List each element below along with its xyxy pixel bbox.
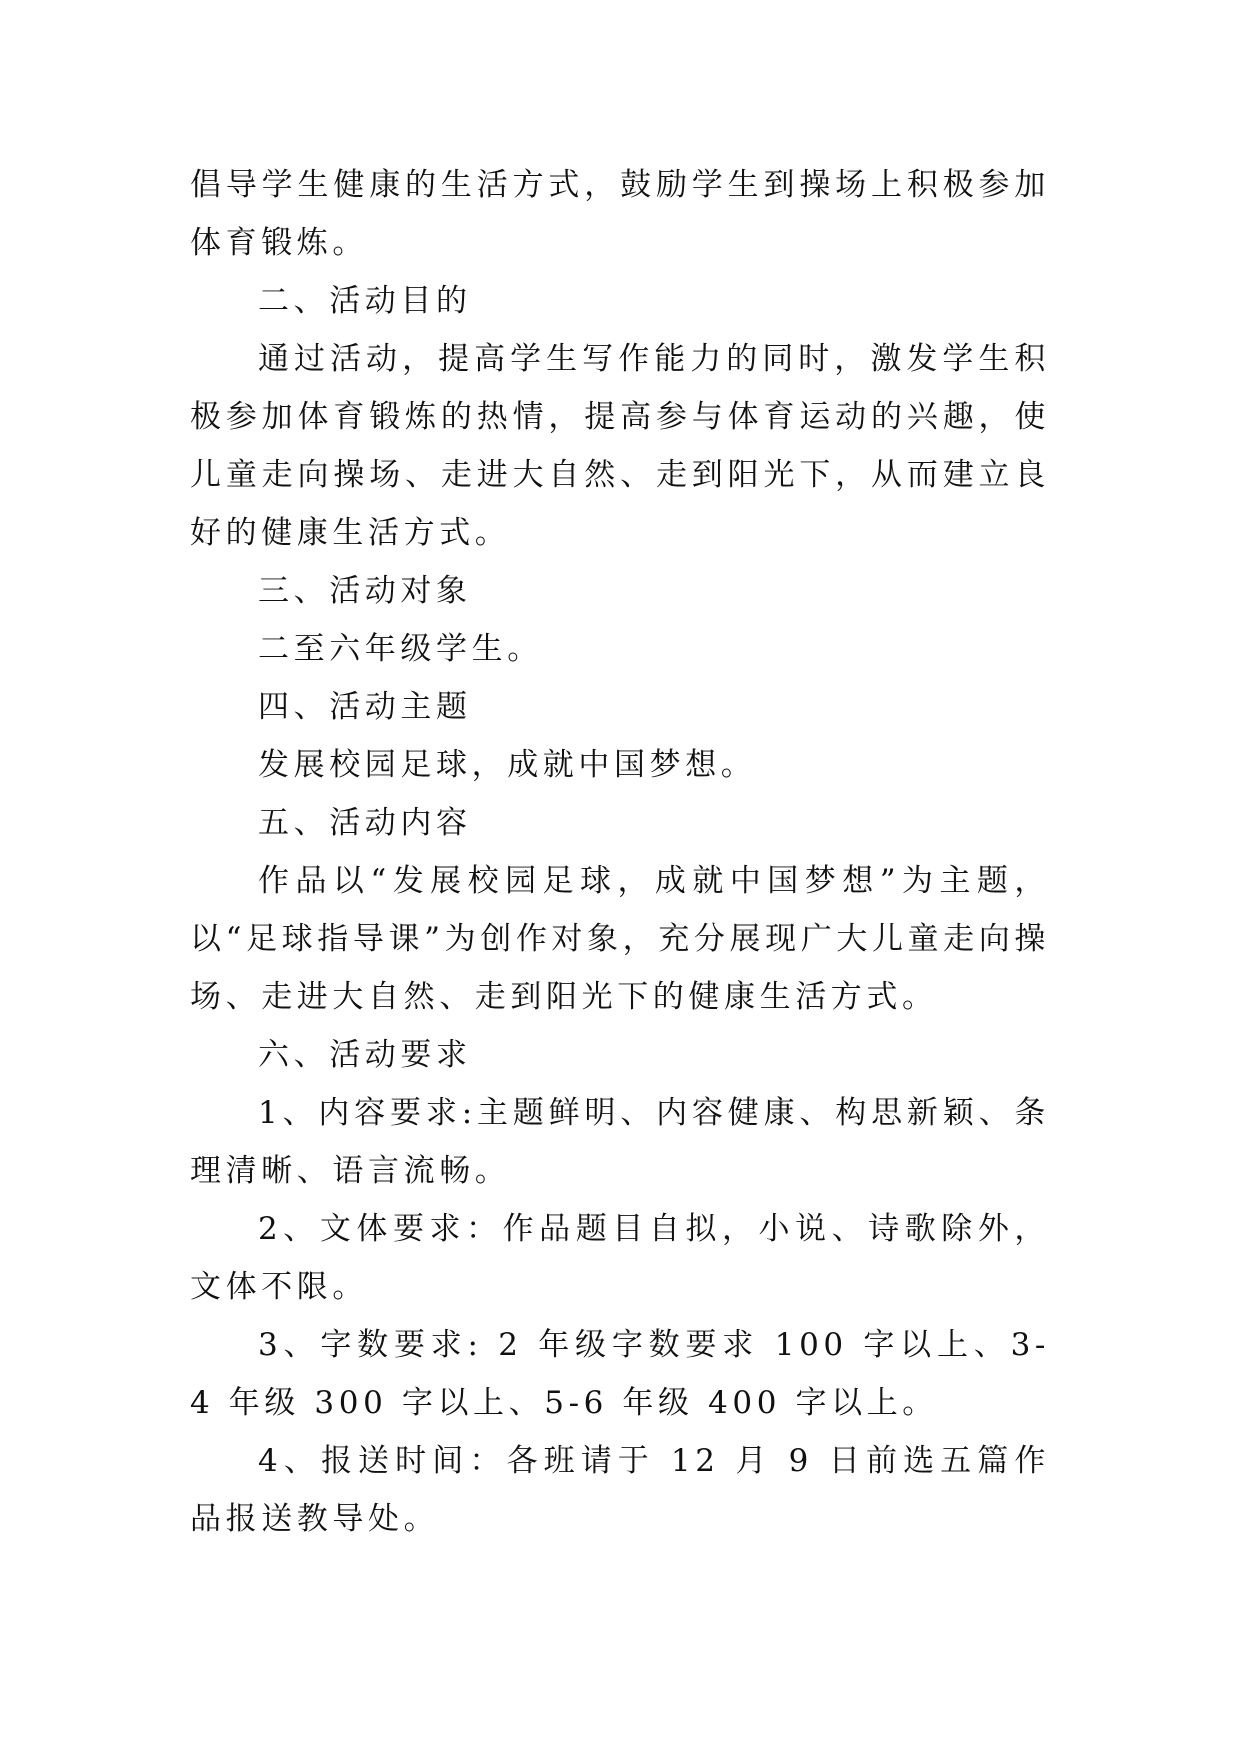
section-heading-purpose: 二、活动目的 — [258, 283, 472, 319]
section-heading-requirements: 六、活动要求 — [258, 1037, 472, 1073]
section-heading-theme: 四、活动主题 — [258, 689, 472, 725]
paragraph-target: 二至六年级学生。 — [258, 631, 543, 667]
paragraph-intro-continuation: 倡导学生健康的生活方式，鼓励学生到操场上积极参加体育锻炼。 — [190, 167, 1050, 261]
requirement-item-word-count: 3、字数要求: 2 年级字数要求 100 字以上、3-4 年级 300 字以上、5-6 年级 400 字以上。 — [190, 1327, 1050, 1421]
section-heading-content: 五、活动内容 — [258, 805, 472, 841]
requirement-item-deadline: 4、报送时间：各班请于 12 月 9 日前选五篇作品报送教导处。 — [190, 1443, 1050, 1537]
paragraph-purpose: 通过活动，提高学生写作能力的同时，激发学生积极参加体育锻炼的热情，提高参与体育运动的兴趣，使儿童走向操场、走进大自然、走到阳光下，从而建立良好的健康生活方式。 — [190, 341, 1050, 551]
paragraph-theme: 发展校园足球，成就中国梦想。 — [258, 747, 757, 783]
requirement-item-style: 2、文体要求：作品题目自拟，小说、诗歌除外，文体不限。 — [190, 1211, 1050, 1305]
section-heading-target: 三、活动对象 — [258, 573, 472, 609]
requirement-item-content: 1、内容要求:主题鲜明、内容健康、构思新颖、条理清晰、语言流畅。 — [190, 1095, 1050, 1189]
paragraph-content: 作品以“发展校园足球，成就中国梦想”为主题，以“足球指导课”为创作对象，充分展现广大儿童走向操场、走进大自然、走到阳光下的健康生活方式。 — [190, 863, 1050, 1015]
document-body — [190, 156, 1050, 1548]
